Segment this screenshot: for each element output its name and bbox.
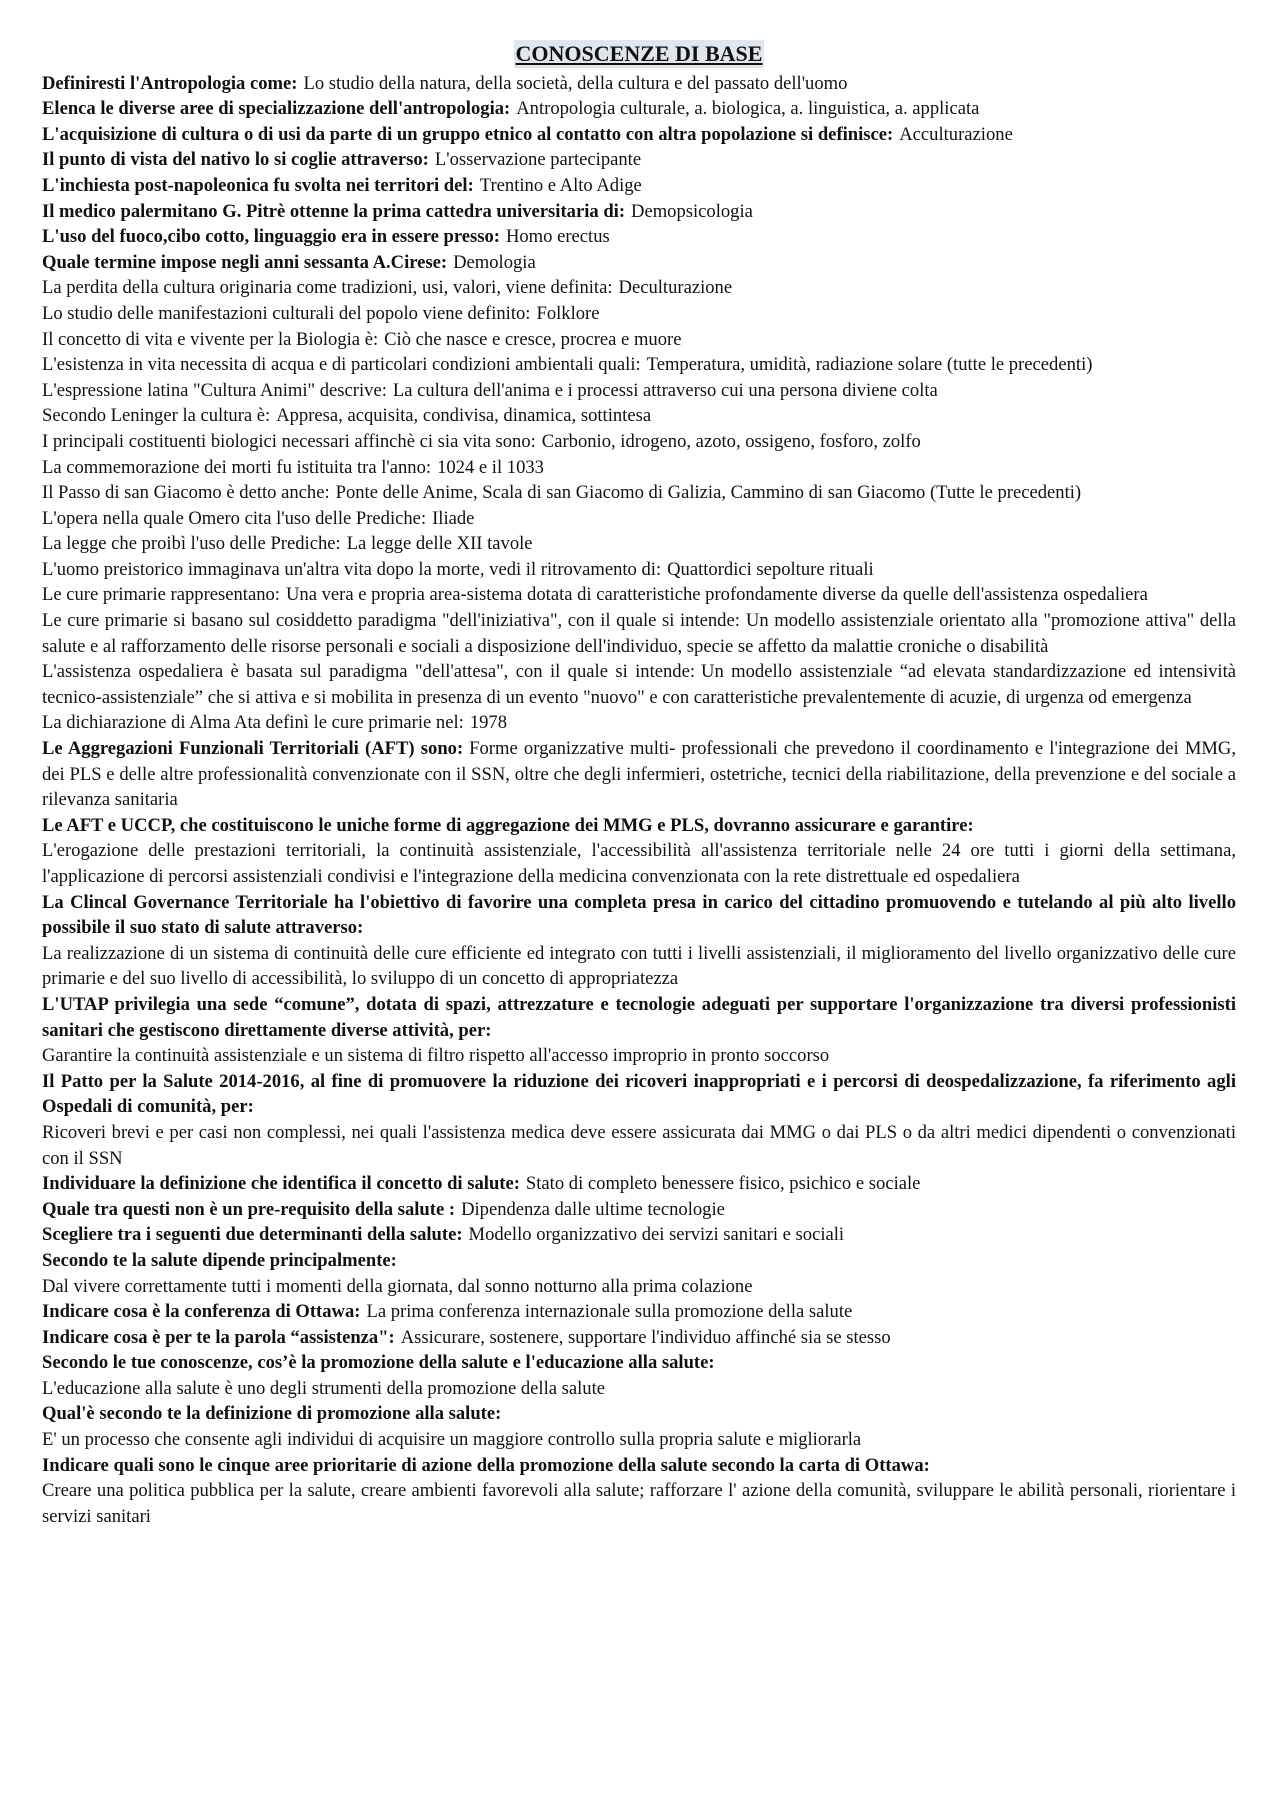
- qa-item: [42, 1453, 1236, 1530]
- question-text: L'inchiesta post-napoleonica fu svolta nei territori del:: [42, 174, 474, 196]
- question-text: Il Patto per la Salute 2014-2016, al fine di promuovere la riduzione dei ricoveri inappropriati e i percorsi di deospedalizzazione, fa riferimento agli Ospedali di comunità, per:: [42, 1070, 1236, 1118]
- answer-text: L'erogazione delle prestazioni territoriali, la continuità assistenziale, l'accessibilità all'assistenza territoriale nelle 24 ore tutti i giorni della settimana, l'applicazione di percorsi assistenziali condivisi e l'integrazione della medicina convenzionata con la rete distrettuale ed ospedaliera: [42, 840, 1236, 887]
- answer-text: L'educazione alla salute è uno degli strumenti della promozione della salute: [42, 1377, 606, 1399]
- qa-item: [42, 96, 1236, 122]
- question-text: La legge che proibì l'uso delle Prediche:: [42, 533, 341, 555]
- answer-text: La cultura dell'anima e i processi attraverso cui una persona diviene colta: [392, 379, 938, 401]
- question-text: Indicare cosa è la conferenza di Ottawa:: [42, 1301, 361, 1323]
- answer-text: Ponte delle Anime, Scala di san Giacomo di Galizia, Cammino di san Giacomo (Tutte le precedenti): [335, 482, 1082, 504]
- question-text: Il punto di vista del nativo lo si coglie attraverso:: [42, 149, 429, 171]
- answer-text: Una vera e propria area-sistema dotata di caratteristiche profondamente diverse da quelle dell'assistenza ospedaliera: [285, 584, 1148, 606]
- answer-text: L'osservazione partecipante: [434, 149, 642, 171]
- answer-text: Stato di completo benessere fisico, psichico e sociale: [525, 1173, 921, 1195]
- qa-item: [42, 275, 1236, 301]
- qa-item: [42, 1222, 1236, 1248]
- qa-item: [42, 455, 1236, 481]
- qa-item: [42, 327, 1236, 353]
- answer-text: Homo erectus: [505, 226, 610, 248]
- question-text: Secondo te la salute dipende principalmente:: [42, 1249, 397, 1271]
- question-text: La perdita della cultura originaria come tradizioni, usi, valori, viene definita:: [42, 277, 613, 299]
- answer-text: Ricoveri brevi e per casi non complessi, nei quali l'assistenza medica deve essere assicurata dai MMG o dai PLS o da altri medici dipendenti o convenzionati con il SSN: [42, 1121, 1236, 1169]
- answer-text: Quattordici sepolture rituali: [667, 558, 874, 580]
- question-text: Le cure primarie rappresentano:: [42, 584, 280, 606]
- qa-list: [42, 71, 1236, 1530]
- qa-item: [42, 890, 1236, 992]
- question-text: Definiresti l'Antropologia come:: [42, 72, 298, 94]
- question-text: Le Aggregazioni Funzionali Territoriali (AFT) sono:: [42, 738, 464, 760]
- qa-item: [42, 199, 1236, 225]
- answer-text: E' un processo che consente agli individui di acquisire un maggiore controllo sulla propria salute e migliorarla: [42, 1429, 862, 1451]
- question-text: L'opera nella quale Omero cita l'uso delle Prediche:: [42, 507, 427, 529]
- question-text: Quale tra questi non è un pre-requisito della salute :: [42, 1198, 456, 1220]
- qa-item: [42, 1248, 1236, 1299]
- answer-text: Modello organizzativo dei servizi sanitari e sociali: [468, 1224, 845, 1246]
- question-text: Indicare cosa è per te la parola “assistenza":: [42, 1326, 395, 1348]
- question-text: I principali costituenti biologici necessari affinchè ci sia vita sono:: [42, 430, 536, 452]
- question-text: L'espressione latina "Cultura Animi" descrive:: [42, 379, 387, 401]
- answer-text: Demopsicologia: [631, 200, 753, 222]
- qa-item: [42, 480, 1236, 506]
- question-text: Quale termine impose negli anni sessanta A.Cirese:: [42, 251, 448, 273]
- question-text: La dichiarazione di Alma Ata definì le cure primarie nel:: [42, 712, 464, 734]
- answer-text: Un modello assistenziale orientato alla "promozione attiva" della salute e al rafforzamento delle risorse personali e sociali a disposizione dell'individuo, specie se affetto da malattie croniche o disabilità: [42, 610, 1236, 657]
- question-text: L'acquisizione di cultura o di usi da parte di un gruppo etnico al contatto con altra popolazione si definisce:: [42, 123, 894, 145]
- answer-text: Acculturazione: [899, 123, 1013, 145]
- qa-item: [42, 1350, 1236, 1401]
- answer-text: Creare una politica pubblica per la salute, creare ambienti favorevoli alla salute; rafforzare l' azione della comunità, sviluppare le abilità personali, riorientare i servizi sanitari: [42, 1480, 1236, 1527]
- answer-text: Dal vivere correttamente tutti i momenti della giornata, dal sonno notturno alla prima colazione: [42, 1275, 753, 1297]
- question-text: Indicare quali sono le cinque aree prioritarie di azione della promozione della salute secondo la carta di Ottawa:: [42, 1454, 930, 1476]
- question-text: Il medico palermitano G. Pitrè ottenne la prima cattedra universitaria di:: [42, 200, 626, 222]
- qa-item: [42, 301, 1236, 327]
- answer-text: Antropologia culturale, a. biologica, a. linguistica, a. applicata: [516, 98, 980, 120]
- question-text: L'UTAP privilegia una sede “comune”, dotata di spazi, attrezzature e tecnologie adeguati per supportare l'organizzazione tra diversi professionisti sanitari che gestiscono direttamente diverse attività, per:: [42, 993, 1236, 1041]
- answer-text: La realizzazione di un sistema di continuità delle cure efficiente ed integrato con tutti i livelli assistenziali, il miglioramento del livello organizzativo delle cure primarie e del suo livello di accessibilità, lo sviluppo di un concetto di appropriatezza: [42, 942, 1236, 990]
- qa-item: [42, 659, 1236, 710]
- qa-item: [42, 710, 1236, 736]
- answer-text: Garantire la continuità assistenziale e un sistema di filtro rispetto all'accesso improprio in pronto soccorso: [42, 1045, 830, 1067]
- question-text: Individuare la definizione che identifica il concetto di salute:: [42, 1173, 520, 1195]
- answer-text: Carbonio, idrogeno, azoto, ossigeno, fosforo, zolfo: [541, 430, 921, 452]
- question-text: Le AFT e UCCP, che costituiscono le uniche forme di aggregazione dei MMG e PLS, dovranno assicurare e garantire:: [42, 814, 974, 836]
- question-text: L'uomo preistorico immaginava un'altra vita dopo la morte, vedi il ritrovamento di:: [42, 558, 662, 580]
- title-wrap: [42, 40, 1236, 69]
- question-text: L'assistenza ospedaliera è basata sul paradigma "dell'attesa", con il quale si intende:: [42, 661, 696, 683]
- qa-item: [42, 122, 1236, 148]
- qa-item: [42, 736, 1236, 813]
- qa-item: [42, 582, 1236, 608]
- answer-text: Un modello assistenziale “ad elevata standardizzazione ed intensività tecnico-assistenziale” che si attiva e si mobilita in presenza di un evento "nuovo" e con caratteristiche prevalentemente di acuzie, di urgenza od emergenza: [42, 661, 1236, 708]
- qa-item: [42, 1197, 1236, 1223]
- qa-item: [42, 378, 1236, 404]
- answer-text: Appresa, acquisita, condivisa, dinamica, sottintesa: [276, 405, 652, 427]
- page-title: CONOSCENZE DI BASE: [515, 41, 763, 66]
- qa-item: [42, 608, 1236, 659]
- question-text: La commemorazione dei morti fu istituita tra l'anno:: [42, 456, 432, 478]
- qa-item: [42, 71, 1236, 97]
- answer-text: Temperatura, umidità, radiazione solare (tutte le precedenti): [646, 354, 1093, 376]
- qa-item: [42, 506, 1236, 532]
- answer-text: 1978: [469, 712, 507, 734]
- answer-text: La prima conferenza internazionale sulla promozione della salute: [366, 1301, 853, 1323]
- qa-item: [42, 250, 1236, 276]
- qa-item: [42, 403, 1236, 429]
- qa-item: [42, 557, 1236, 583]
- qa-item: [42, 1069, 1236, 1171]
- qa-item: [42, 813, 1236, 890]
- answer-text: Assicurare, sostenere, supportare l'individuo affinché sia se stesso: [400, 1326, 891, 1348]
- qa-item: [42, 1325, 1236, 1351]
- qa-item: [42, 992, 1236, 1069]
- question-text: L'esistenza in vita necessita di acqua e di particolari condizioni ambientali quali:: [42, 354, 641, 376]
- qa-item: [42, 429, 1236, 455]
- question-text: Qual'è secondo te la definizione di promozione alla salute:: [42, 1403, 502, 1425]
- qa-item: [42, 1171, 1236, 1197]
- qa-item: [42, 352, 1236, 378]
- question-text: Secondo Leninger la cultura è:: [42, 405, 271, 427]
- answer-text: Folklore: [536, 302, 600, 324]
- question-text: Le cure primarie si basano sul cosiddetto paradigma "dell'iniziativa", con il quale si intende:: [42, 610, 740, 632]
- question-text: L'uso del fuoco,cibo cotto, linguaggio era in essere presso:: [42, 226, 500, 248]
- answer-text: Dipendenza dalle ultime tecnologie: [461, 1198, 725, 1220]
- qa-item: [42, 147, 1236, 173]
- answer-text: Ciò che nasce e cresce, procrea e muore: [384, 328, 682, 350]
- answer-text: Iliade: [432, 507, 475, 529]
- question-text: Scegliere tra i seguenti due determinanti della salute:: [42, 1224, 463, 1246]
- answer-text: Lo studio della natura, della società, della cultura e del passato dell'uomo: [303, 72, 848, 94]
- qa-item: [42, 1401, 1236, 1452]
- qa-item: [42, 531, 1236, 557]
- question-text: Lo studio delle manifestazioni culturali del popolo viene definito:: [42, 302, 531, 324]
- answer-text: Deculturazione: [618, 277, 733, 299]
- answer-text: Demologia: [453, 251, 536, 273]
- answer-text: Trentino e Alto Adige: [479, 174, 642, 196]
- answer-text: Forme organizzative multi- professionali che prevedono il coordinamento e l'integrazione dei MMG, dei PLS e delle altre professionalità convenzionate con il SSN, oltre che degli infermieri, ostetriche, tecnici della riabilitazione, della prevenzione e del sociale a rilevanza sanitaria: [42, 738, 1236, 811]
- question-text: La Clincal Governance Territoriale ha l'obiettivo di favorire una completa presa in carico del cittadino promuovendo e tutelando al più alto livello possibile il suo stato di salute attraverso:: [42, 891, 1236, 939]
- question-text: Il Passo di san Giacomo è detto anche:: [42, 482, 330, 504]
- question-text: Secondo le tue conoscenze, cos’è la promozione della salute e l'educazione alla salute:: [42, 1352, 715, 1374]
- question-text: Elenca le diverse aree di specializzazione dell'antropologia:: [42, 98, 511, 120]
- qa-item: [42, 224, 1236, 250]
- qa-item: [42, 1299, 1236, 1325]
- qa-item: [42, 173, 1236, 199]
- answer-text: La legge delle XII tavole: [346, 533, 533, 555]
- answer-text: 1024 e il 1033: [437, 456, 544, 478]
- question-text: Il concetto di vita e vivente per la Biologia è:: [42, 328, 379, 350]
